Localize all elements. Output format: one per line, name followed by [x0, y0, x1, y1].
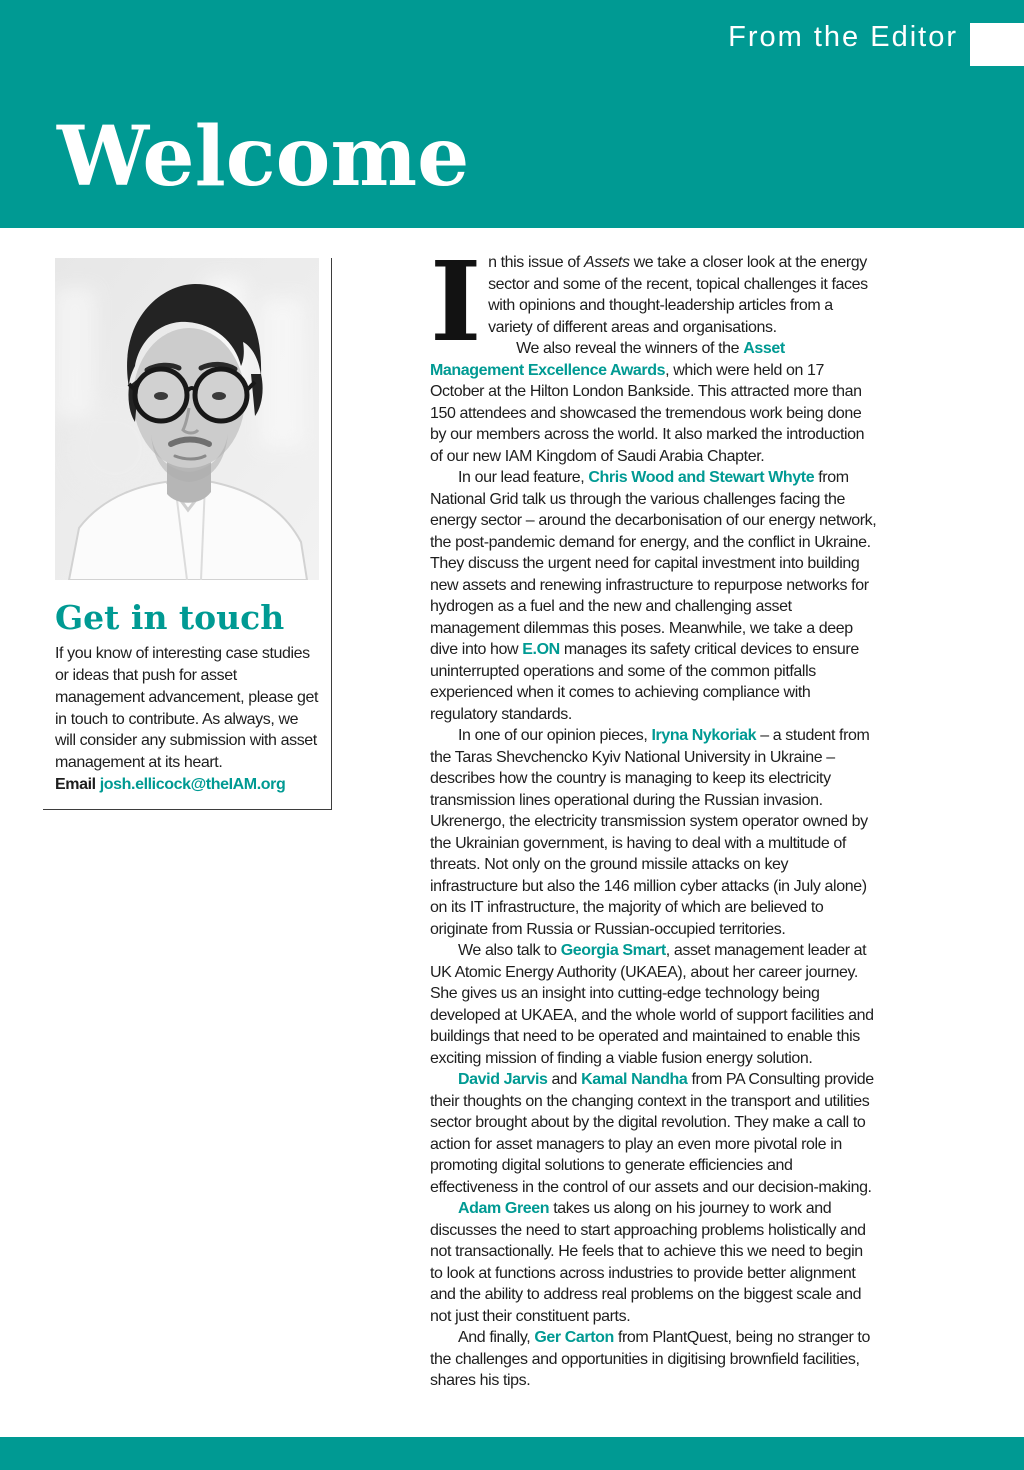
- column-divider-horizontal: [43, 809, 332, 810]
- article-paragraph: And finally, Ger Carton from PlantQuest, being no stranger to the challenges and opportunities in digitising brownfield facilities, shares his tips.: [430, 1329, 870, 1389]
- email-link[interactable]: josh.ellicock@theIAM.org: [99, 776, 286, 794]
- article-paragraph: In one of our opinion pieces, Iryna Nykoriak – a student from the Taras Shevchencko Kyiv National University in Ukraine – describes how the country is managing to keep its electricity transmission lines operational during the Russian invasion. Ukrenergo, the electricity transmission system operator owned by the Ukrainian government, is having to deal with a multitude of threats. Not only on the ground missile attacks on key infrastructure but also the 146 million cyber attacks (in July alone) on its IT infrastructure, the majority of which are believed to originate from Russia or Russian-occupied territories.: [430, 727, 870, 938]
- get-in-touch-text: If you know of interesting case studies or ideas that push for asset management advancement, please get in touch to contribute. As always, we will consider any submission with asset management at its heart.: [55, 645, 319, 772]
- article-paragraph: David Jarvis and Kamal Nandha from PA Consulting provide their thoughts on the changing context in the transport and utilities sector brought about by the digital revolution. They make a call to action for asset managers to play an even more pivotal role in promoting digital solutions to generate efficiencies and effectiveness in the control of our assets and our decision-making.: [430, 1071, 874, 1196]
- corner-tab: [970, 23, 1024, 66]
- editor-portrait-photo: [55, 258, 319, 580]
- article-paragraph: We also reveal the winners of the Asset Management Excellence Awards, which were held on 17 October at the Hilton London Bankside. This attracted more than 150 attendees and showcased the tremendous work being done by our members across the world. It also marked the introduction of our new IAM Kingdom of Saudi Arabia Chapter.: [430, 340, 865, 465]
- article-paragraph: We also talk to Georgia Smart, asset management leader at UK Atomic Energy Authority (UKAEA), about her career journey. She gives us an insight into cutting-edge technology being developed at UKAEA, and the whole world of support facilities and buildings that need to be operated and maintained to enable this exciting mission of finding a viable fusion energy solution.: [430, 942, 874, 1067]
- page-title: Welcome: [57, 109, 470, 205]
- get-in-touch-heading: Get in touch: [55, 598, 285, 637]
- email-label: Email: [55, 776, 96, 794]
- article-paragraph: Adam Green takes us along on his journey to work and discusses the need to start approaching problems holistically and not transactionally. He feels that to achieve this we need to begin to look at functions across industries to provide better alignment and the ability to address real problems on the biggest scale and not just their constituent parts.: [430, 1200, 866, 1325]
- section-label: From the Editor: [728, 21, 958, 53]
- article-paragraph: In our lead feature, Chris Wood and Stewart Whyte from National Grid talk us through the various challenges facing the energy sector – around the decarbonisation of our energy network, the post-pandemic demand for energy, and the conflict in Ukraine. They discuss the urgent need for capital investment into building new assets and renewing infrastructure to repurpose networks for hydrogen as a fuel and the new and challenging asset management dilemmas this poses. Meanwhile, we take a deep dive into how E.ON manages its safety critical devices to ensure uninterrupted operations and some of the common pitfalls experienced when it comes to achieving compliance with regulatory standards.: [430, 469, 877, 723]
- editor-article: [430, 237, 879, 1392]
- contact-email-line: [55, 774, 319, 796]
- footer-band: [0, 1437, 1024, 1470]
- masthead-band: [0, 0, 1024, 228]
- sidebar: [55, 258, 319, 796]
- article-paragraph: n this issue of Assets we take a closer look at the energy sector and some of the recent, topical challenges it faces with opinions and thought-leadership articles from a variety of different areas and organisations.: [488, 254, 868, 336]
- column-divider-vertical: [331, 258, 332, 810]
- dropcap-letter: I: [430, 237, 482, 366]
